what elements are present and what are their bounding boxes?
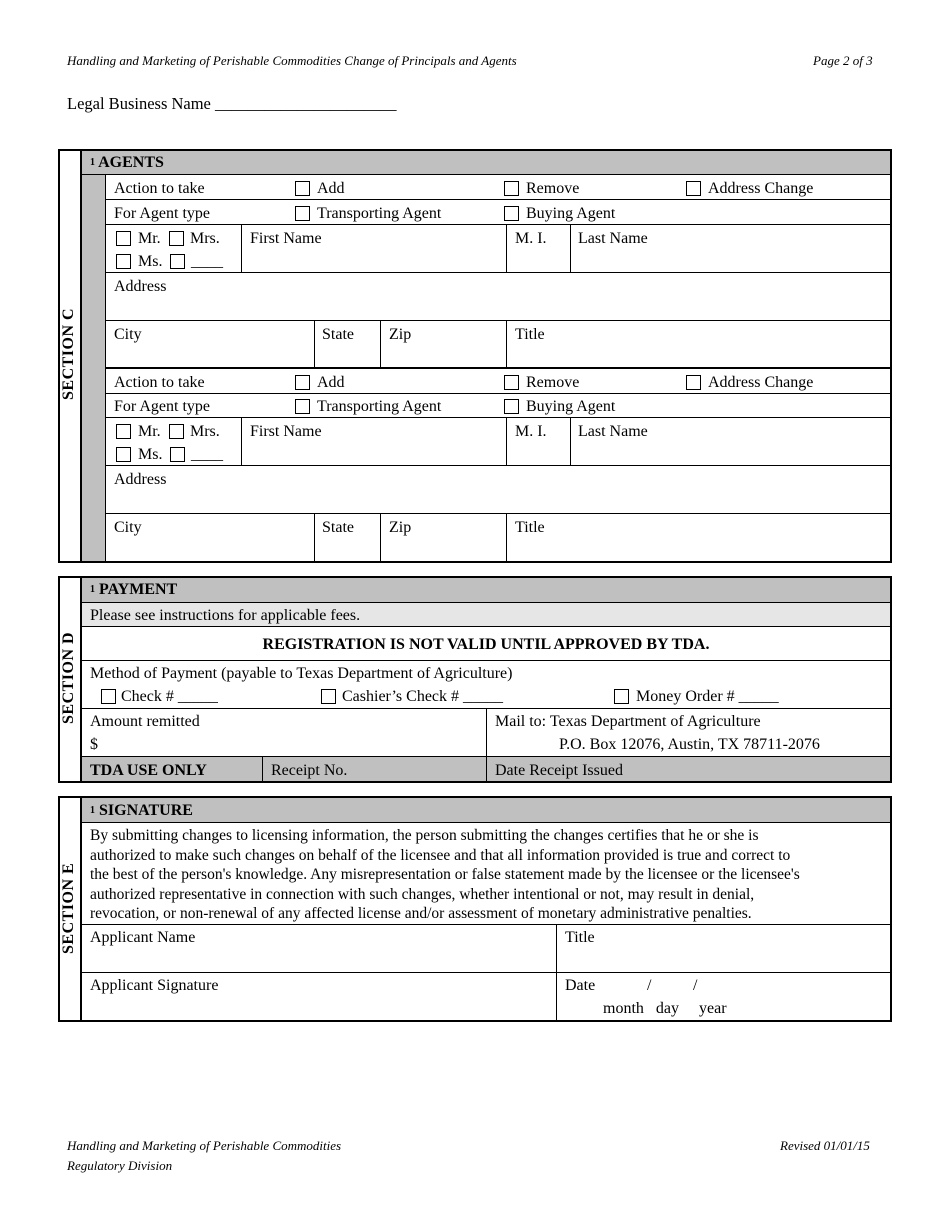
action-to-take-label: Action to take — [114, 180, 205, 197]
mail-to-address: Mail to: Texas Department of Agriculture — [495, 713, 761, 730]
address-change-checkbox[interactable] — [686, 181, 701, 196]
action-to-take-label: Action to take — [114, 374, 205, 391]
payment-method-label: Method of Payment (payable to Texas Department of Agriculture) — [90, 665, 513, 682]
check-number-field[interactable]: Check # _____ — [121, 688, 218, 705]
mrs-checkbox[interactable] — [169, 231, 184, 246]
payment-instructions: Please see instructions for applicable fees. — [90, 607, 361, 624]
payment-title: $^1$ PAYMENT — [90, 581, 178, 598]
applicant-title-field[interactable]: Title — [565, 929, 595, 946]
section-c-label: SECTION C — [60, 307, 77, 400]
agent-type-label: For Agent type — [114, 205, 210, 222]
signature-title: $^1$ SIGNATURE — [90, 802, 193, 819]
address-field[interactable]: Address — [114, 278, 167, 295]
add-checkbox[interactable] — [295, 375, 310, 390]
remove-label: Remove — [526, 180, 580, 197]
other-title-checkbox[interactable] — [170, 254, 185, 269]
address-change-checkbox[interactable] — [686, 375, 701, 390]
mr-label: Mr. — [138, 423, 161, 440]
mrs-label: Mrs. — [190, 230, 220, 247]
mail-po-box: P.O. Box 12076, Austin, TX 78711-2076 — [559, 736, 820, 753]
first-name-field[interactable]: First Name — [250, 423, 322, 440]
buying-agent-label: Buying Agent — [526, 205, 616, 222]
money-order-checkbox[interactable] — [614, 689, 629, 704]
buying-agent-checkbox[interactable] — [504, 206, 519, 221]
amount-remitted-field[interactable]: $ — [90, 736, 98, 753]
add-label: Add — [317, 180, 345, 197]
mrs-label: Mrs. — [190, 423, 220, 440]
mr-label: Mr. — [138, 230, 161, 247]
title-field[interactable]: Title — [515, 519, 545, 536]
certification-statement: By submitting changes to licensing information, the person submitting the changes certifies that he or she is authorized to make such changes on behalf of the licensee and that all information provided is true and correct to the best of the person's knowledge. Any misrepresentation or false statement made by the licensee or the licensee's authorized representative in connection with such changes, whether intentional or not, may result in denial, revocation, or non-renewal of any affected license and/or assessment of monetary administrative penalties. — [90, 827, 800, 922]
transporting-agent-checkbox[interactable] — [295, 206, 310, 221]
money-order-number-field[interactable]: Money Order # _____ — [636, 688, 779, 705]
state-field[interactable]: State — [322, 326, 354, 343]
cashiers-check-checkbox[interactable] — [321, 689, 336, 704]
header-title: Handling and Marketing of Perishable Commodities Change of Principals and Agents — [67, 53, 517, 68]
address-field[interactable]: Address — [114, 471, 167, 488]
legal-business-name-field[interactable]: Legal Business Name ______________________ — [67, 94, 397, 113]
date-field[interactable]: Date — [565, 977, 596, 994]
middle-initial-field[interactable]: M. I. — [515, 423, 547, 440]
check-checkbox[interactable] — [101, 689, 116, 704]
date-slash-2: / — [693, 977, 698, 994]
mr-checkbox[interactable] — [116, 424, 131, 439]
city-field[interactable]: City — [114, 326, 142, 343]
amount-remitted-label: Amount remitted — [90, 713, 200, 730]
date-receipt-issued-field: Date Receipt Issued — [495, 762, 623, 779]
page-number: Page 2 of 3 — [813, 53, 873, 68]
last-name-field[interactable]: Last Name — [578, 230, 648, 247]
receipt-number-field: Receipt No. — [271, 762, 348, 779]
city-field[interactable]: City — [114, 519, 142, 536]
remove-label: Remove — [526, 374, 580, 391]
add-checkbox[interactable] — [295, 181, 310, 196]
ms-label: Ms. — [138, 253, 163, 270]
remove-checkbox[interactable] — [504, 375, 519, 390]
applicant-name-field[interactable]: Applicant Name — [90, 929, 196, 946]
footer-line1: Handling and Marketing of Perishable Commodities — [67, 1138, 342, 1153]
transporting-agent-label: Transporting Agent — [317, 205, 442, 222]
transporting-agent-label: Transporting Agent — [317, 398, 442, 415]
zip-field[interactable]: Zip — [389, 519, 412, 536]
other-title-checkbox[interactable] — [170, 447, 185, 462]
zip-field[interactable]: Zip — [389, 326, 412, 343]
title-field[interactable]: Title — [515, 326, 545, 343]
section-e-label: SECTION E — [60, 862, 77, 954]
mrs-checkbox[interactable] — [169, 424, 184, 439]
first-name-field[interactable]: First Name — [250, 230, 322, 247]
address-change-label: Address Change — [708, 180, 814, 197]
last-name-field[interactable]: Last Name — [578, 423, 648, 440]
applicant-signature-field[interactable]: Applicant Signature — [90, 977, 219, 994]
other-title-blank[interactable]: ____ — [191, 446, 223, 463]
buying-agent-checkbox[interactable] — [504, 399, 519, 414]
remove-checkbox[interactable] — [504, 181, 519, 196]
transporting-agent-checkbox[interactable] — [295, 399, 310, 414]
add-label: Add — [317, 374, 345, 391]
mr-checkbox[interactable] — [116, 231, 131, 246]
state-field[interactable]: State — [322, 519, 354, 536]
cashiers-check-number-field[interactable]: Cashier’s Check # _____ — [342, 688, 504, 705]
footer-line2: Regulatory Division — [67, 1158, 173, 1173]
buying-agent-label: Buying Agent — [526, 398, 616, 415]
date-slash-1: / — [647, 977, 652, 994]
ms-checkbox[interactable] — [116, 447, 131, 462]
date-parts-hint: month day year — [603, 1000, 727, 1017]
agent-type-label: For Agent type — [114, 398, 210, 415]
footer-revised: Revised 01/01/15 — [780, 1138, 870, 1153]
ms-checkbox[interactable] — [116, 254, 131, 269]
registration-notice: REGISTRATION IS NOT VALID UNTIL APPROVED BY TDA. — [262, 636, 710, 653]
tda-use-only-label: TDA USE ONLY — [90, 762, 207, 779]
ms-label: Ms. — [138, 446, 163, 463]
middle-initial-field[interactable]: M. I. — [515, 230, 547, 247]
section-d-label: SECTION D — [60, 631, 77, 724]
other-title-blank[interactable]: ____ — [191, 253, 223, 270]
agents-title: $^1$ AGENTS — [90, 154, 164, 171]
address-change-label: Address Change — [708, 374, 814, 391]
